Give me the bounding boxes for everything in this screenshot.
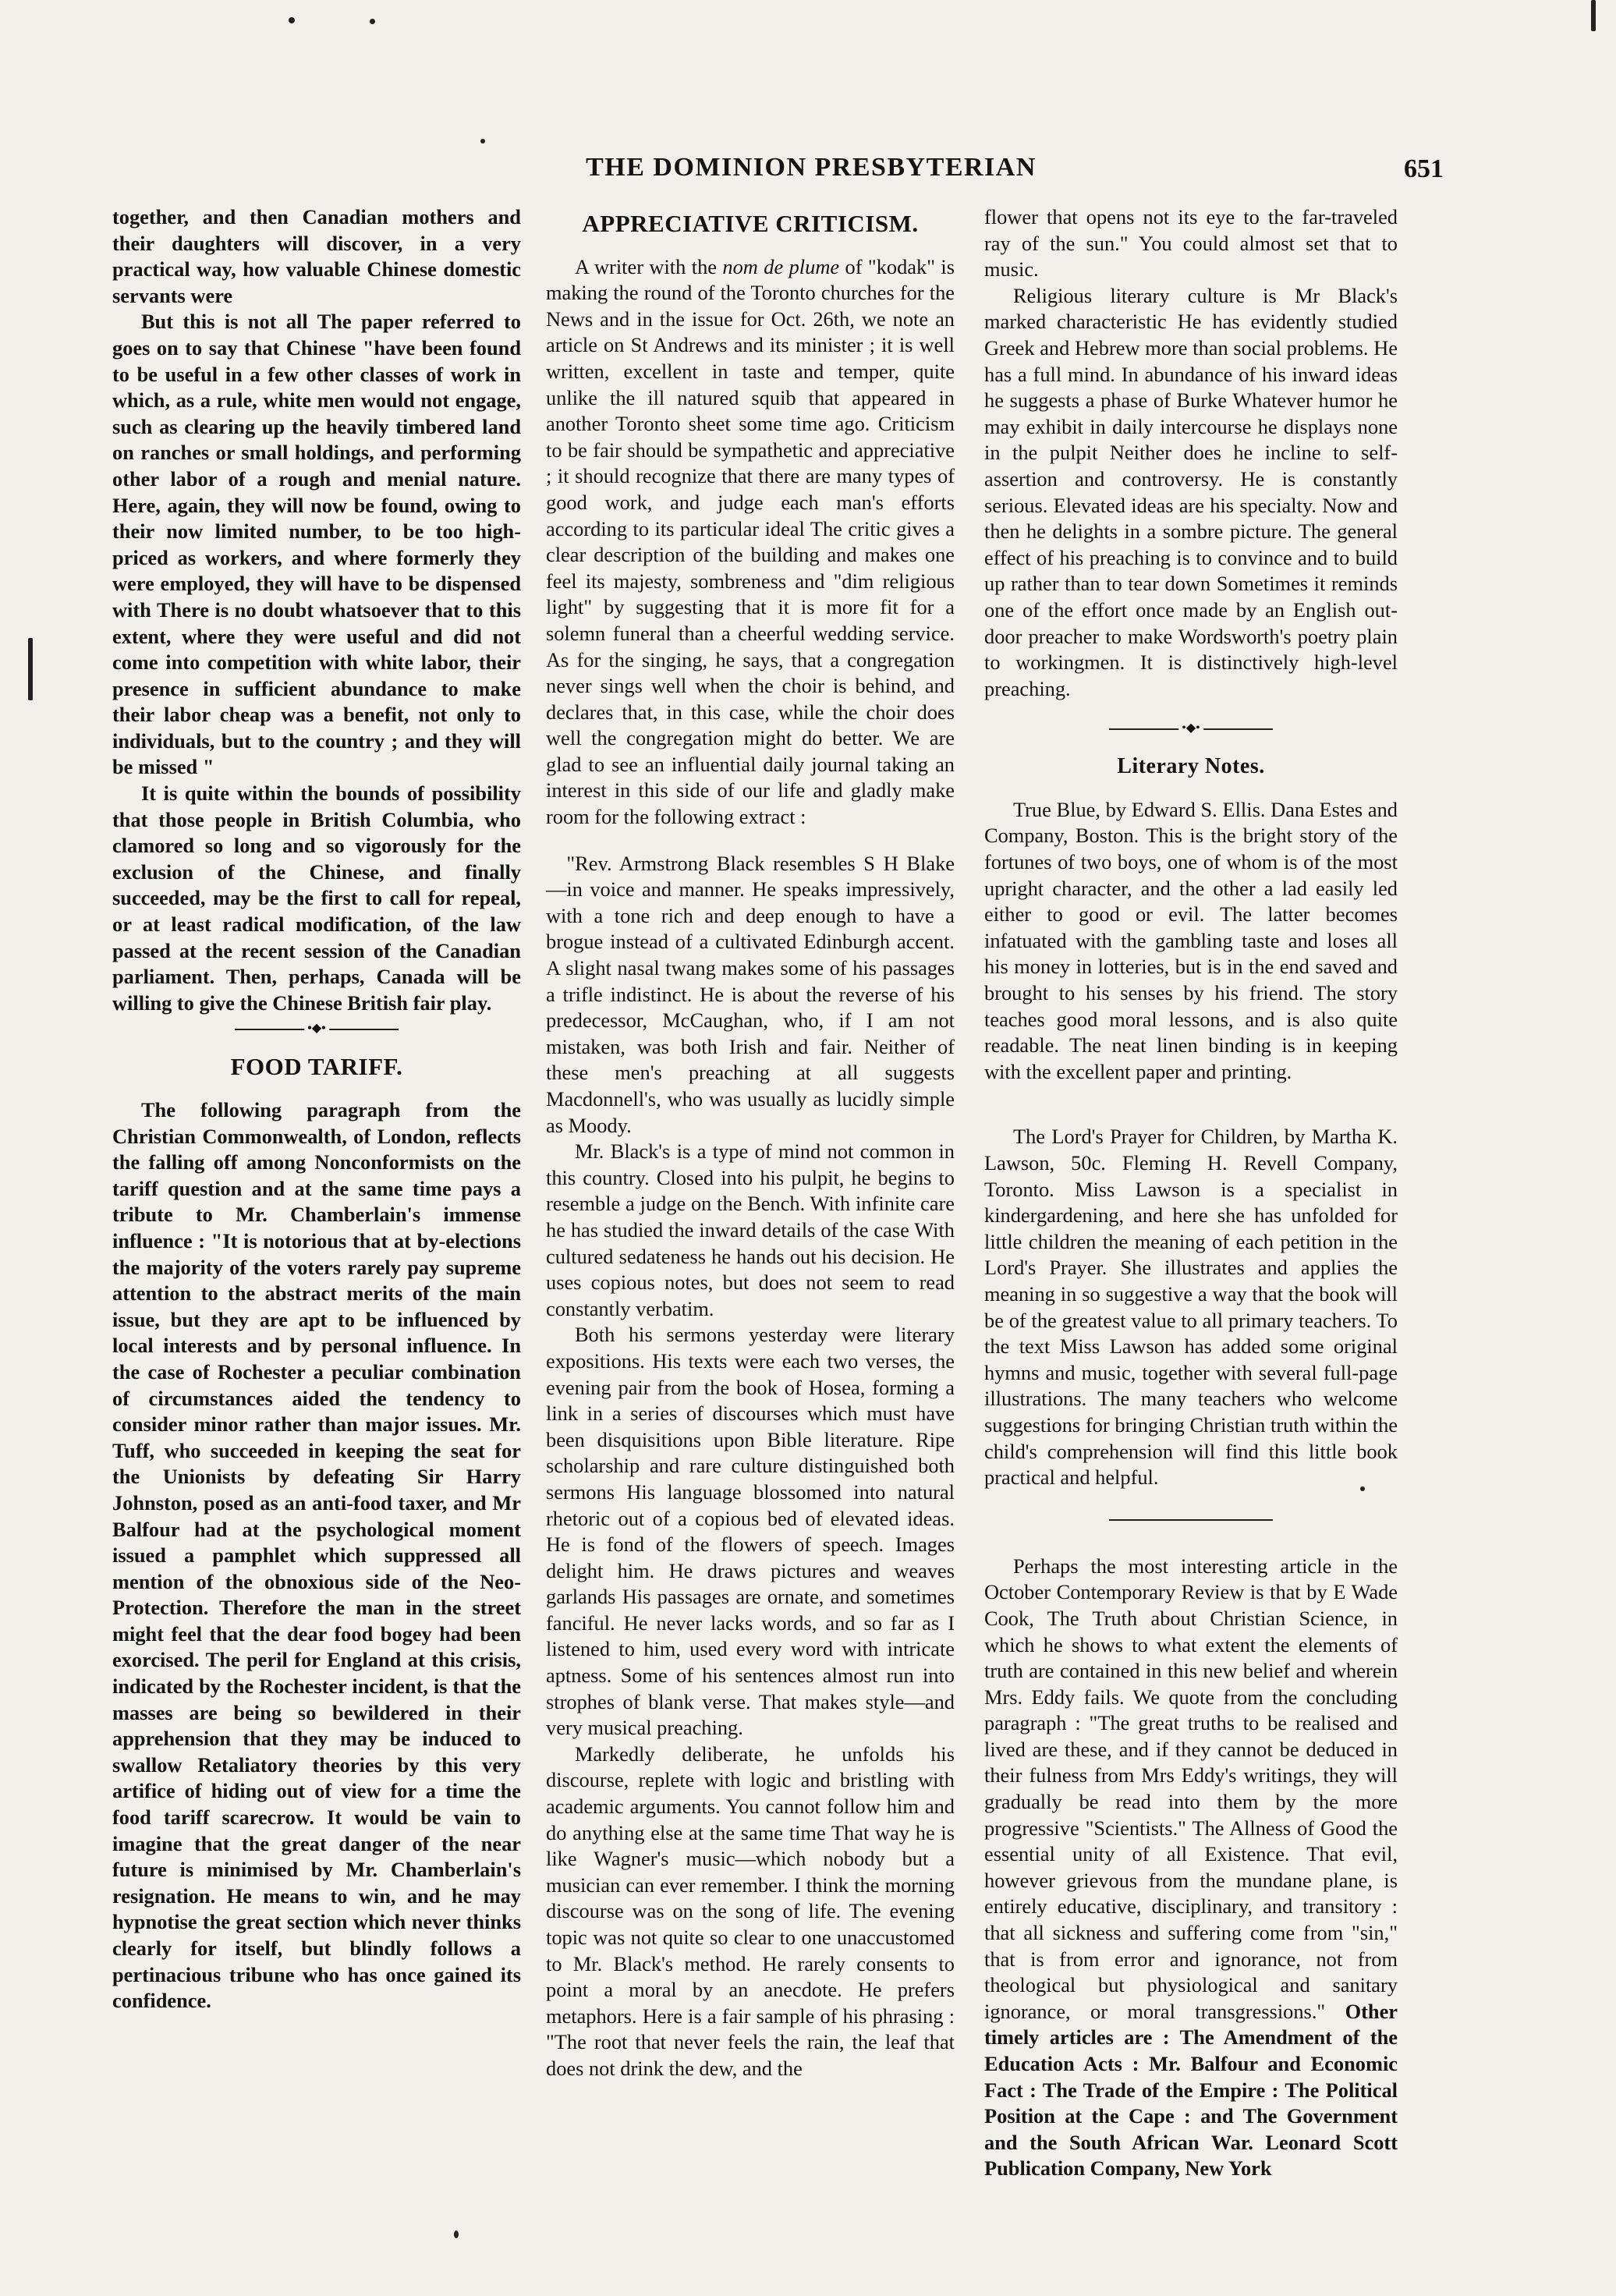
paragraph: The Lord's Prayer for Children, by Martha K. Lawson, 50c. Fleming H. Revell Company, Toronto. Miss Lawson is a specialist in kindergardening, and here she has unfolded for little children the meaning of each petition in the Lord's Prayer. She illustrates and applies the meaning in so suggestive a way that the book will be of the greatest value to all primary teachers. To the text Miss Lawson has added some original hymns and music, together with several full-page illustrations. The many teachers who welcome suggestions for bringing Christian truth within the child's comprehension will find this little book practical and helpful. — [984, 1125, 1398, 1490]
column-middle — [546, 204, 955, 2082]
paragraph: Mr. Black's is a type of mind not common in this country. Closed into his pulpit, he begins to resemble a judge on the Bench. With infinite care he has studied the inward details of the case With cultured sedateness he hands out his decision. He uses copious notes, but does not seem to read constantly verbatim. — [546, 1139, 955, 1320]
paragraph: Both his sermons yesterday were literary expositions. His texts were each two verses, the evening pair from the book of Hosea, forming a link in a series of discourses which must have been disquisitions upon Bible literature. Ripe scholarship and rare culture distinguished both sermons His language blossomed into natural rhetoric out of a copious bed of elevated ideas. He is fond of the flowers of speech. Images delight him. He draws pictures and weaves garlands His passages are ornate, and sometimes fanciful. He never lacks words, and so far as I listened to him, used every word with intricate aptness. Some of his sentences almost run into strophes of blank verse. That makes style—and very musical preaching. — [546, 1323, 955, 1740]
scan-speck — [370, 19, 375, 24]
paragraph: "Rev. Armstrong Black resembles S H Blake—in voice and manner. He speaks impressively, with a tone rich and deep enough to have a brogue instead of a cultivated Edinburgh accent. A slight nasal twang makes some of his passages a trifle indistinct. He is about the reverse of his predecessor, McCaughan, who, if I am not mistaken, was both Irish and fair. Neither of these men's preaching at all suggests Macdonnell's, who was usually as lucidly simple as Moody. — [546, 851, 955, 1137]
paragraph: Religious literary culture is Mr Black's marked characteristic He has evidently studied Greek and Hebrew more than social problems. He has a full mind. In abundance of his inward ideas he suggests a phase of Burke Whatever humor he may exhibit in daily intercourse he displays none in the pulpit Neither does he incline to self-assertion and controversy. He is constantly serious. Elevated ideas are his specialty. Now and then he delights in a sombre picture. The general effect of his preaching is to convince and to build up rather than to tear down Sometimes it reminds one of the effort once made by an English out-door preacher to make Wordsworth's poetry plain to workingmen. It is distinctively high-level preaching. — [984, 283, 1398, 700]
paragraph: Markedly deliberate, he unfolds his discourse, replete with logic and bristling with academic arguments. You cannot follow him and do anything else at the same time That way he is like Wagner's music—which nobody but a musician can ever remember. I think the morning discourse was on the song of life. The evening topic was not quite so clear to one unaccustomed to Mr. Black's method. He rarely consents to point a moral by an anecdote. He prefers metaphors. Here is a fair sample of his phrasing : "The root that never feels the rain, the leaf that does not drink the dew, and the — [546, 1741, 955, 2080]
scan-speck — [289, 17, 295, 23]
scan-speck — [1591, 0, 1596, 31]
paragraph: together, and then Canadian mothers and their daughters will discover, in a very practical way, how valuable Chinese domestic servants were — [112, 205, 521, 307]
scan-speck — [480, 139, 485, 144]
scan-speck — [28, 638, 33, 700]
running-head: THE DOMINION PRESBYTERIAN — [586, 153, 1037, 182]
section-heading: Literary Notes. — [1117, 754, 1265, 779]
column-left — [112, 204, 521, 2014]
paragraph: Perhaps the most interesting article in the October Contemporary Review is that by E Wade Cook, The Truth about Christian Science, in which he shows to what extent the elements of truth are contained in this new belief and wherein Mrs. Eddy fails. We quote from the concluding paragraph : "The great truths to be realised and lived are these, and if they cannot be deduced in their fulness from Mrs Eddy's writings, they will gradually be read into them by the more progressive "Scientists." The Allness of Good the essential unity of all Existence. That evil, however grievous from the mundane plane, is entirely educative, disciplinary, and transitory : that all sickness and suffering come from "sin," that is from error and ignorance, not from theological but physiological and sanitary ignorance, or moral transgressions." Other timely articles are : The Amendment of the Education Acts : Mr. Balfour and Economic Fact : The Trade of the Empire : The Political Position at the Cape : and The Government and the South African War. Leonard Scott Publication Company, New York — [984, 1554, 1398, 2181]
paragraph: A writer with the nom de plume of "kodak" is making the round of the Toronto churches for the News and in the issue for Oct. 26th, we note an article on St Andrews and its minister ; it is well written, excellent in taste and temper, quite unlike the ill natured squib that appeared in another Toronto sheet some time ago. Criticism to be fair should be sympathetic and appreciative ; it should recognize that there are many types of good work, and judge each man's efforts according to its particular ideal The critic gives a clear description of the building and makes one feel its majesty, sombreness and "dim religious light" by suggesting that it is more fit for a solemn funeral than a cheerful wedding service. As for the singing, he says, that a congregation never sings well when the choir is behind, and declares that, in this case, while the choir does well the congregation might do better. We are glad to see an influential daily journal taking an interest in this side of our life and gladly make room for the following extract : — [546, 254, 955, 829]
paragraph: But this is not all The paper referred to goes on to say that Chinese "have been found to be useful in a few other classes of work in which, as a rule, white men would not engage, such as clearing up the heavily timbered land on ranches or small holdings, and performing other labor of a rough and menial nature. Here, again, they will now be found, owing to their now limited number, to be too high-priced as workers, and where formerly they were employed, they will have to be dispensed with There is no doubt whatsoever that to this extent, where they were useful and did not come into competition with white labor, their presence in sufficient abundance to make their labor cheap was a benefit, not only to individuals, but to the country ; and they will be missed " — [112, 310, 521, 779]
scan-speck — [454, 2230, 459, 2238]
section-heading: APPRECIATIVE CRITICISM. — [582, 210, 919, 237]
section-rule: •◆• — [984, 719, 1398, 739]
section-heading: FOOD TARIFF. — [230, 1053, 403, 1081]
paragraph: True Blue, by Edward S. Ellis. Dana Estes and Company, Boston. This is the bright story of the fortunes of two boys, one of whom is of the most upright character, and the other a lad easily led either to good or evil. The latter becomes infatuated with the gambling taste and loses all his money in lotteries, but is in the end saved and brought to his senses by his friend. The story teaches good moral lessons, and is also quite readable. The neat linen binding is in keeping with the excellent paper and printing. — [984, 797, 1398, 1083]
column-right — [984, 204, 1398, 2182]
paragraph: It is quite within the bounds of possibility that those people in British Columbia, who clamored so long and so vigorously for the exclusion of the Chinese, and finally succeeded, may be the first to call for repeal, or at least radical modification, of the law passed at the recent session of the Canadian parliament. Then, perhaps, Canada will be willing to give the Chinese British fair play. — [112, 781, 521, 1015]
section-rule: •◆• — [112, 1019, 521, 1040]
paragraph: The following paragraph from the Christian Commonwealth, of London, reflects the falling off among Nonconformists on the tariff question and at the same time pays a tribute to Mr. Chamberlain's immense influence : "It is notorious that at by-elections the majority of the voters rarely pay supreme attention to the abstract merits of the main issue, but they are apt to be influenced by local interests and by personal influence. In the case of Rochester a peculiar combination of circumstances aided the tendency to consider minor rather than major issues. Mr. Tuff, who succeeded in keeping the seat for the Unionists by defeating Sir Harry Johnston, posed as an anti-food taxer, and Mr Balfour had at the psychological moment issued a pamphlet which suppressed all mention of the obnoxious side of the Neo-Protection. Therefore the man in the street might feel that the dear food bogey had been exorcised. The peril for England at this crisis, indicated by the Rochester incident, is that the masses are being so bewildered in their apprehension that they may be induced to swallow Retaliatory theories by this very artifice of hiding out of view for a time the food tariff scarecrow. It would be vain to imagine that the great danger of the near future is minimised by Mr. Chamberlain's resignation. He means to win, and he may hypnotise the great section which never thinks clearly for itself, but blindly follows a pertinacious tribune who has once gained its confidence. — [112, 1098, 521, 2013]
section-rule — [984, 1510, 1398, 1530]
paragraph: flower that opens not its eye to the far-traveled ray of the sun." You could almost set that to music. — [984, 205, 1398, 282]
italic-term: nom de plume — [722, 254, 840, 278]
page-number: 651 — [1404, 154, 1444, 183]
